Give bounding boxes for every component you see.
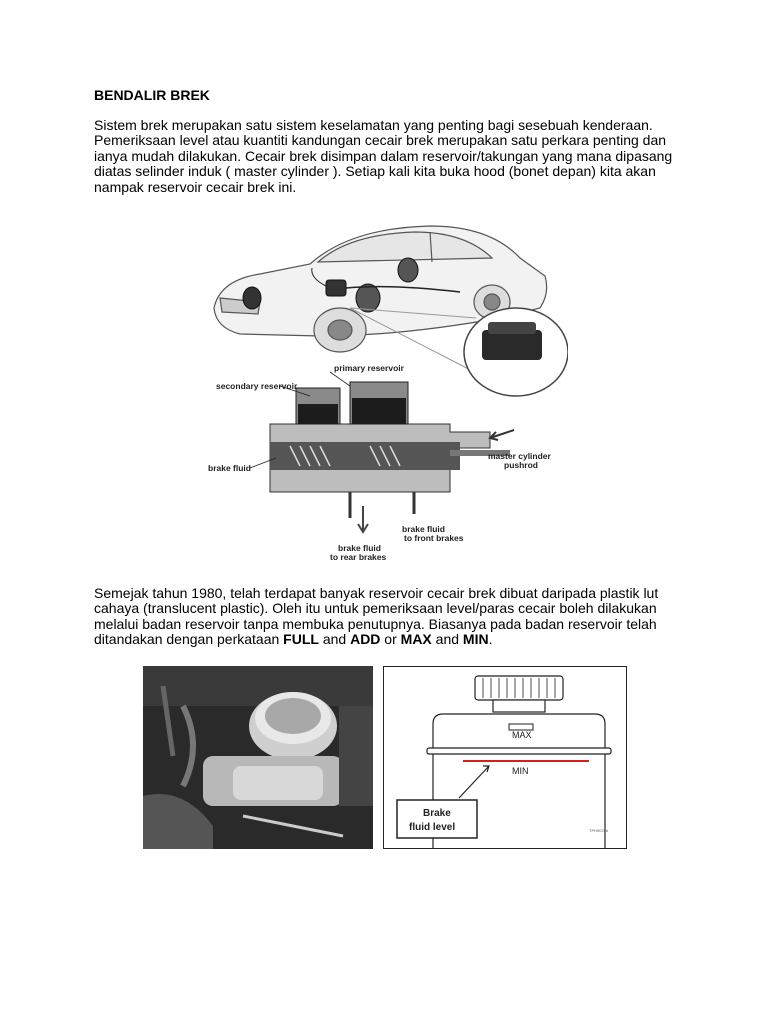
callout-line2: fluid level	[409, 822, 456, 833]
label-rear-line2: to rear brakes	[330, 552, 387, 562]
word-max: MAX	[400, 631, 432, 648]
label-pushrod: pushrod	[504, 460, 538, 470]
text-or: or	[380, 631, 401, 648]
reservoir-level-diagram	[383, 666, 627, 849]
label-master-cylinder: master cylinder	[488, 451, 551, 461]
page-heading: BENDALIR BREK	[94, 87, 210, 103]
word-add: ADD	[350, 631, 381, 648]
master-cylinder-cutaway	[270, 382, 514, 532]
engine-bay-photo	[143, 666, 373, 849]
max-label: MAX	[512, 730, 532, 740]
label-rear-line1: brake fluid	[338, 543, 381, 553]
word-min: MIN	[462, 631, 489, 648]
reservoir-paragraph-text: Semejak tahun 1980, telah terdapat banyak reservoir cecair brek dibuat daripada plastik lut cahaya (translucent plastic). Oleh itu untuk pemeriksaan level/paras cecair boleh dilakukan melalui badan reservoir tanpa membuka penutupnya. Biasanya pada badan reservoir telah ditandakan dengan perkataan	[94, 585, 659, 648]
text-and-2: and	[431, 631, 463, 648]
label-front-line1: brake fluid	[402, 524, 445, 534]
label-secondary-reservoir: secondary reservoir	[216, 381, 298, 391]
word-full: FULL	[283, 631, 319, 648]
label-brake-fluid: brake fluid	[208, 463, 251, 473]
figure-code: TPH00786	[589, 828, 609, 833]
label-primary-reservoir: primary reservoir	[334, 363, 404, 373]
intro-paragraph: Sistem brek merupakan satu sistem keselamatan yang penting bagi sesebuah kenderaan. Pemeriksaan level atau kuantiti kandungan cecair brek merupakan satu perkara penting dan ianya mudah dilakukan. Cecair brek disimpan dalam reservoir/takungan yang mana dipasang diatas selinder induk ( master cylinder ). Setiap kali kita buka hood (bonet depan) kita akan nampak reservoir cecair brek ini.	[94, 117, 673, 195]
callout-line1: Brake	[423, 808, 451, 819]
reservoir-paragraph	[94, 586, 694, 648]
text-period: .	[488, 631, 493, 648]
min-label: MIN	[512, 766, 529, 776]
text-and-1: and	[318, 631, 351, 648]
label-front-line2: to front brakes	[404, 533, 464, 543]
master-cylinder-diagram	[200, 218, 568, 576]
